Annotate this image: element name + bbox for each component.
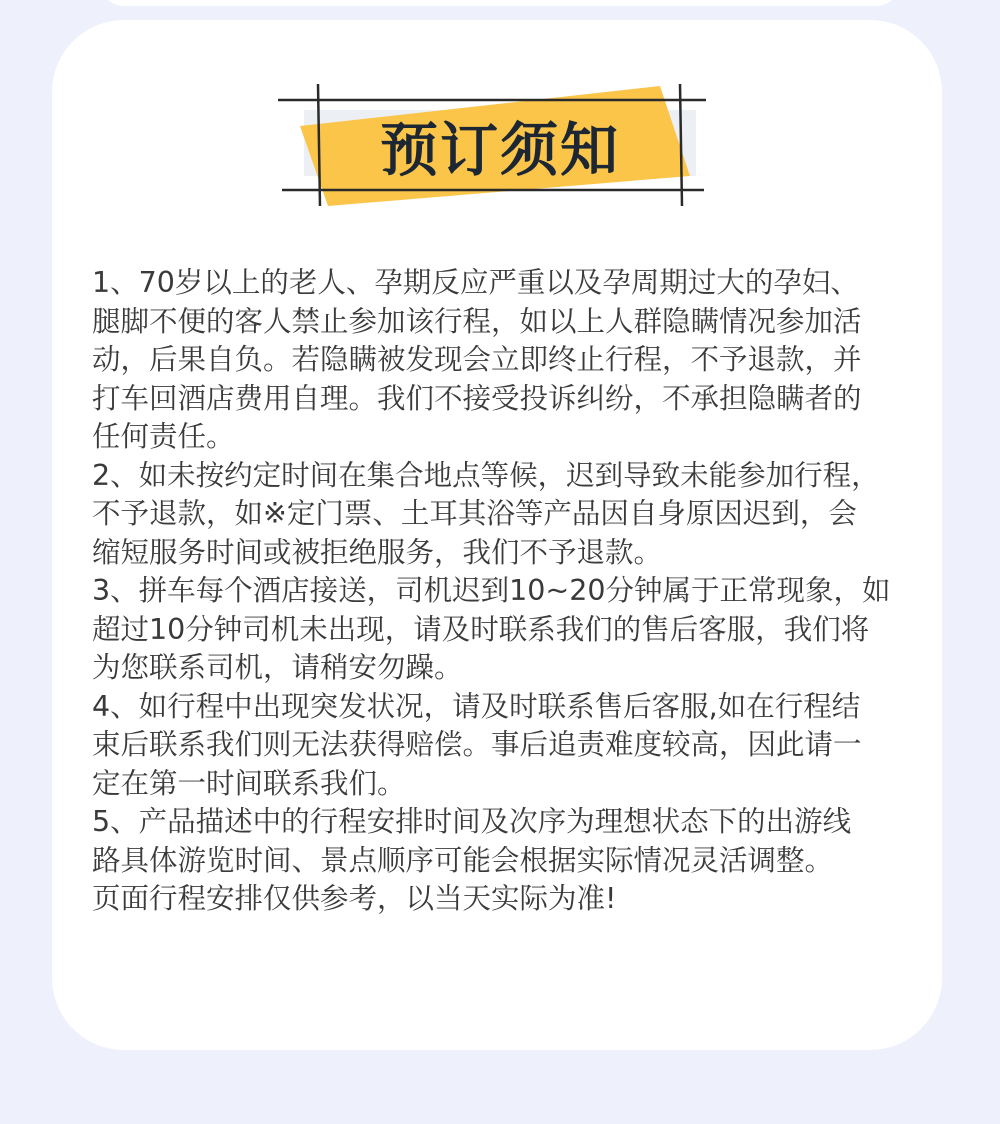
- notice-line: 5、产品描述中的行程安排时间及次序为理想状态下的出游线: [92, 805, 852, 838]
- notice-line: 超过10分钟司机未出现，请及时联系我们的售后客服，我们将: [92, 612, 870, 646]
- notice-line: 路具体游览时间、景点顺序可能会根据实际情况灵活调整。: [92, 843, 834, 877]
- notice-line: 1、70岁以上的老人、孕期反应严重以及孕周期过大的孕妇、: [92, 266, 859, 299]
- notice-line: 2、如未按约定时间在集合地点等候，迟到导致未能参加行程，: [92, 458, 880, 492]
- title-right-tick: [680, 84, 682, 206]
- page-title: 预订须知: [379, 116, 620, 184]
- notice-item-5: [92, 803, 912, 919]
- notice-line: 打车回酒店费用自理。我们不接受投诉纠纷，不承担隐瞒者的: [92, 381, 862, 415]
- title-banner: [0, 0, 1000, 240]
- notice-line: 为您联系司机，请稍安勿躁。: [92, 651, 463, 684]
- notice-item-3: [92, 572, 912, 688]
- notice-line: 束后联系我们则无法获得赔偿。事后追责难度较高，因此请一: [92, 728, 862, 761]
- notice-line: 缩短服务时间或被拒绝服务，我们不予退款。: [92, 535, 663, 569]
- notice-item-1: [92, 264, 912, 457]
- notice-item-4: [92, 688, 912, 804]
- notice-line: 腿脚不便的客人禁止参加该行程，如以上人群隐瞒情况参加活: [92, 304, 862, 338]
- notice-line: 4、如行程中出现突发状况，请及时联系售后客服,如在行程结: [92, 689, 861, 723]
- notice-line: 动，后果自负。若隐瞒被发现会立即终止行程，不予退款，并: [92, 343, 862, 376]
- notice-line: 不予退款，如※定门票、土耳其浴等产品因自身原因迟到，会: [92, 497, 857, 530]
- notice-line: 定在第一时间联系我们。: [92, 766, 406, 800]
- notice-line: 页面行程安排仅供参考，以当天实际为准!: [92, 882, 617, 915]
- title-left-tick: [318, 84, 320, 206]
- notice-line: 任何责任。: [92, 420, 235, 453]
- notice-list: [92, 264, 912, 919]
- notice-item-2: [92, 457, 912, 573]
- notice-line: 3、拼车每个酒店接送，司机迟到10~20分钟属于正常现象，如: [92, 574, 891, 607]
